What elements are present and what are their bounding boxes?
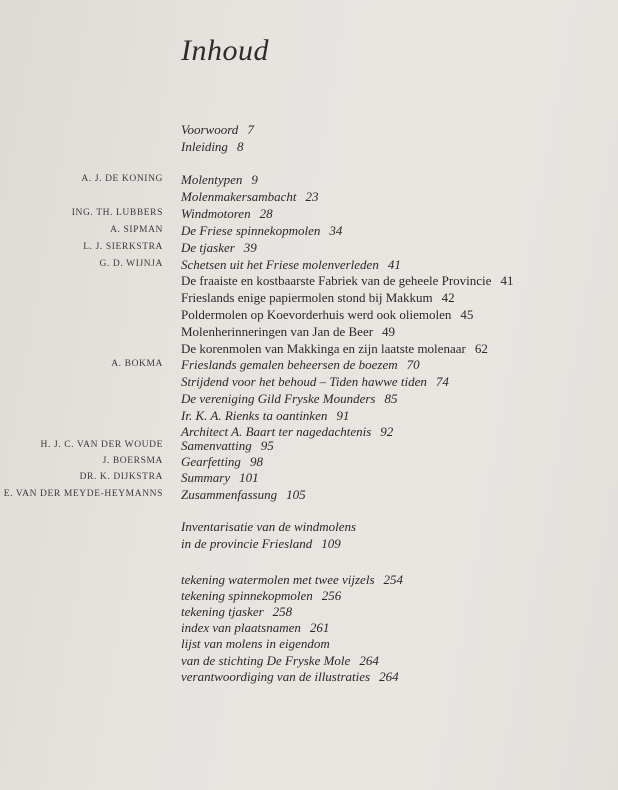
toc-page-number: 258	[272, 604, 293, 619]
toc-entry-title: Molenmakersambacht	[181, 189, 297, 204]
toc-entry-title: Windmotoren	[181, 206, 251, 221]
toc-page-number: 254	[383, 572, 404, 587]
toc-page-number: 101	[239, 470, 259, 485]
toc-row	[0, 323, 618, 340]
toc-entry	[181, 171, 258, 188]
toc-row	[0, 121, 618, 138]
toc-row	[0, 437, 618, 454]
toc-entry	[181, 407, 349, 424]
toc-entry-title: Summary	[181, 470, 231, 485]
toc-entry	[181, 239, 257, 256]
toc-entry	[181, 635, 330, 652]
toc-page-number: 28	[259, 206, 273, 221]
toc-entry-title: Molentypen	[181, 172, 243, 187]
toc-page-number: 7	[247, 122, 254, 137]
toc-entry-title: De Friese spinnekopmolen	[181, 223, 321, 238]
toc-page-number: 95	[260, 438, 274, 453]
toc-entry	[181, 205, 273, 222]
toc-entry-title: De fraaiste en kostbaarste Fabriek van de geheele Provincie	[181, 273, 492, 288]
toc-entry	[181, 373, 449, 390]
toc-page-number: 34	[329, 223, 343, 238]
toc-row	[0, 390, 618, 407]
toc-row	[0, 469, 618, 486]
toc-page-number: 45	[460, 307, 474, 322]
toc-entry	[181, 121, 254, 138]
toc-entry	[181, 603, 292, 620]
toc-row	[0, 373, 618, 390]
toc-row	[0, 571, 618, 588]
toc-entry-title: Zusammenfassung	[181, 487, 278, 502]
toc-row	[0, 619, 618, 636]
toc-row	[0, 652, 618, 669]
toc-page-number: 39	[243, 240, 257, 255]
toc-entry	[181, 256, 401, 273]
toc-author: A. SIPMAN	[110, 225, 163, 235]
toc-entry-title: De tjasker	[181, 240, 235, 255]
toc-row	[0, 272, 618, 289]
toc-page-number: 41	[500, 273, 514, 288]
toc-page-number: 264	[379, 669, 399, 684]
toc-entry-title: De korenmolen van Makkinga en zijn laatste molenaar	[181, 341, 466, 356]
toc-entry	[181, 668, 399, 685]
toc-entry	[181, 652, 379, 669]
toc-entry	[181, 340, 488, 357]
toc-entry-title: Frieslands gemalen beheersen de boezem	[181, 357, 398, 372]
toc-page-number: 49	[382, 324, 396, 339]
toc-entry	[181, 453, 263, 470]
toc-page-number: 109	[321, 536, 341, 551]
toc-page-number: 9	[251, 172, 258, 187]
toc-row	[0, 603, 618, 620]
toc-author: DR. K. DIJKSTRA	[79, 472, 163, 482]
toc-entry-title: tekening tjasker	[181, 604, 264, 619]
toc-entry	[181, 518, 356, 535]
toc-entry	[181, 390, 397, 407]
toc-page-number: 85	[384, 391, 398, 406]
toc-page-number: 8	[236, 139, 244, 154]
toc-row	[0, 518, 618, 535]
toc-row	[0, 668, 618, 685]
toc-entry-title: lijst van molens in eigendom	[181, 636, 330, 651]
toc-author: A. J. DE KONING	[81, 174, 163, 184]
toc-entry	[181, 222, 342, 239]
toc-entry-title: tekening watermolen met twee vijzels	[181, 572, 375, 587]
toc-row	[0, 222, 618, 239]
toc-row	[0, 289, 618, 306]
toc-entry-title: De vereniging Gild Fryske Mounders	[181, 391, 376, 406]
toc-page-number: 70	[406, 357, 420, 372]
toc-entry	[181, 306, 473, 323]
toc-entry	[181, 356, 420, 373]
toc-row	[0, 188, 618, 205]
toc-page-number: 105	[286, 487, 306, 502]
toc-entry	[181, 486, 306, 503]
toc-entry-title: Inventarisatie van de windmolens	[181, 519, 357, 534]
toc-page-number: 98	[249, 454, 263, 469]
toc-entry-title: Frieslands enige papiermolen stond bij Makkum	[181, 290, 433, 305]
toc-entry	[181, 188, 319, 205]
toc-entry	[181, 535, 341, 552]
toc-entry-title: verantwoordiging van de illustraties	[181, 669, 371, 684]
toc-entry-title: Inleiding	[181, 139, 228, 154]
toc-page-number: 91	[336, 408, 350, 423]
toc-author: E. VAN DER MEYDE-HEYMANNS	[3, 489, 163, 499]
toc-row	[0, 171, 618, 188]
toc-author: G. D. WIJNJA	[99, 259, 163, 269]
toc-row	[0, 535, 618, 552]
toc-entry-title: in de provincie Friesland	[181, 536, 313, 551]
toc-row	[0, 256, 618, 273]
toc-entry	[181, 437, 274, 454]
toc-page-number: 62	[474, 341, 488, 356]
toc-entry	[181, 469, 259, 486]
toc-entry	[181, 323, 395, 340]
toc-author: A. BOKMA	[111, 359, 163, 369]
toc-row	[0, 453, 618, 470]
toc-row	[0, 306, 618, 323]
toc-page-number: 41	[387, 257, 401, 272]
toc-entry	[181, 272, 513, 289]
toc-row	[0, 587, 618, 604]
toc-entry-title: index van plaatsnamen	[181, 620, 301, 635]
toc-row	[0, 205, 618, 222]
toc-row	[0, 407, 618, 424]
toc-entry	[181, 138, 243, 155]
toc-entry	[181, 571, 403, 588]
toc-author: J. BOERSMA	[102, 456, 163, 466]
toc-entry-title: Molenherinneringen van Jan de Beer	[181, 324, 374, 339]
toc-author: L. J. SIERKSTRA	[83, 242, 163, 252]
toc-entry	[181, 619, 329, 636]
toc-entry-title: Strijdend voor het behoud – Tiden hawwe tiden	[181, 374, 427, 389]
toc-entry-title: Samenvatting	[181, 438, 252, 453]
toc-page-number: 92	[380, 424, 394, 439]
toc-page-number: 42	[441, 290, 455, 305]
toc-row	[0, 635, 618, 652]
toc-author: H. J. C. VAN DER WOUDE	[40, 440, 163, 450]
toc-entry-title: Schetsen uit het Friese molenverleden	[181, 257, 379, 272]
page-title: Inhoud	[181, 34, 269, 67]
toc-entry	[181, 289, 455, 306]
toc-entry-title: Voorwoord	[181, 122, 239, 137]
toc-entry-title: van de stichting De Fryske Mole	[181, 653, 351, 668]
toc-page-number: 74	[435, 374, 449, 389]
toc-row	[0, 239, 618, 256]
toc-author: ING. TH. LUBBERS	[71, 208, 163, 218]
toc-page-number: 264	[359, 653, 379, 668]
toc-row	[0, 486, 618, 503]
toc-page-number: 261	[309, 620, 330, 635]
toc-page-number: 256	[321, 588, 342, 603]
toc-row	[0, 138, 618, 155]
toc-row	[0, 356, 618, 373]
toc-row	[0, 340, 618, 357]
toc-entry-title: Poldermolen op Koevorderhuis werd ook oliemolen	[181, 307, 452, 322]
toc-entry	[181, 587, 341, 604]
toc-entry-title: Gearfetting	[181, 454, 241, 469]
toc-page-number: 23	[305, 189, 319, 204]
toc-entry-title: tekening spinnekopmolen	[181, 588, 313, 603]
toc-entry-title: Ir. K. A. Rienks ta oantinken	[181, 408, 328, 423]
toc-entry-title: Architect A. Baart ter nagedachtenis	[181, 424, 372, 439]
